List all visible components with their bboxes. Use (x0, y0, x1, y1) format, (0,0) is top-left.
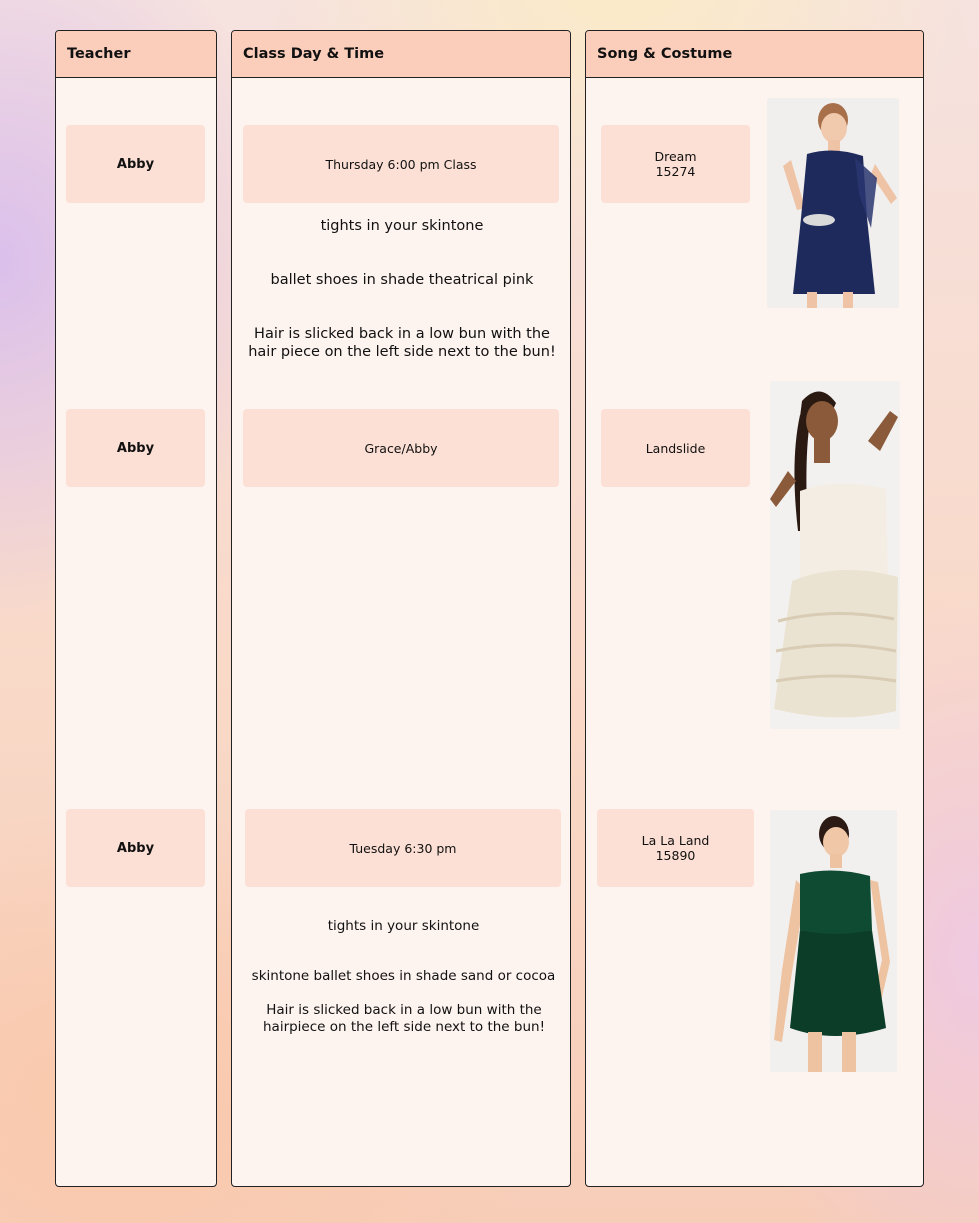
note-tights: tights in your skintone (320, 218, 484, 234)
song-header: Song & Costume (586, 31, 923, 78)
costume-photo-green-dress (770, 810, 897, 1072)
teacher-cell: Abby (66, 809, 205, 887)
song-cell (601, 409, 750, 487)
note-shoes: skintone ballet shoes in shade sand or cocoa (251, 968, 556, 984)
costume-code: 15274 (655, 164, 696, 179)
class-cell: Tuesday 6:30 pm (245, 809, 561, 887)
song-title: Landslide (645, 440, 706, 456)
class-column (231, 30, 571, 1187)
song-title: La La Land (641, 833, 710, 848)
teacher-header: Teacher (56, 31, 216, 78)
class-header: Class Day & Time (232, 31, 570, 78)
costume-photo-cream-dress (770, 381, 900, 729)
note-shoes: ballet shoes in shade theatrical pink (270, 272, 534, 288)
costume-photo-navy-dress (767, 98, 899, 308)
teacher-cell: Abby (66, 125, 205, 203)
song-cell (601, 125, 750, 203)
costume-code: 15890 (655, 848, 696, 863)
song-column (585, 30, 924, 1187)
teacher-column (55, 30, 217, 1187)
class-cell: Grace/Abby (243, 409, 559, 487)
class-cell: Thursday 6:00 pm Class (243, 125, 559, 203)
song-cell (597, 809, 754, 887)
note-hair: Hair is slicked back in a low bun with the hairpiece on the left side next to the bun! (262, 1002, 546, 1035)
note-tights: tights in your skintone (327, 918, 480, 934)
teacher-cell: Abby (66, 409, 205, 487)
note-hair: Hair is slicked back in a low bun with the hair piece on the left side next to the bun! (248, 326, 556, 360)
song-title: Dream (654, 149, 697, 164)
